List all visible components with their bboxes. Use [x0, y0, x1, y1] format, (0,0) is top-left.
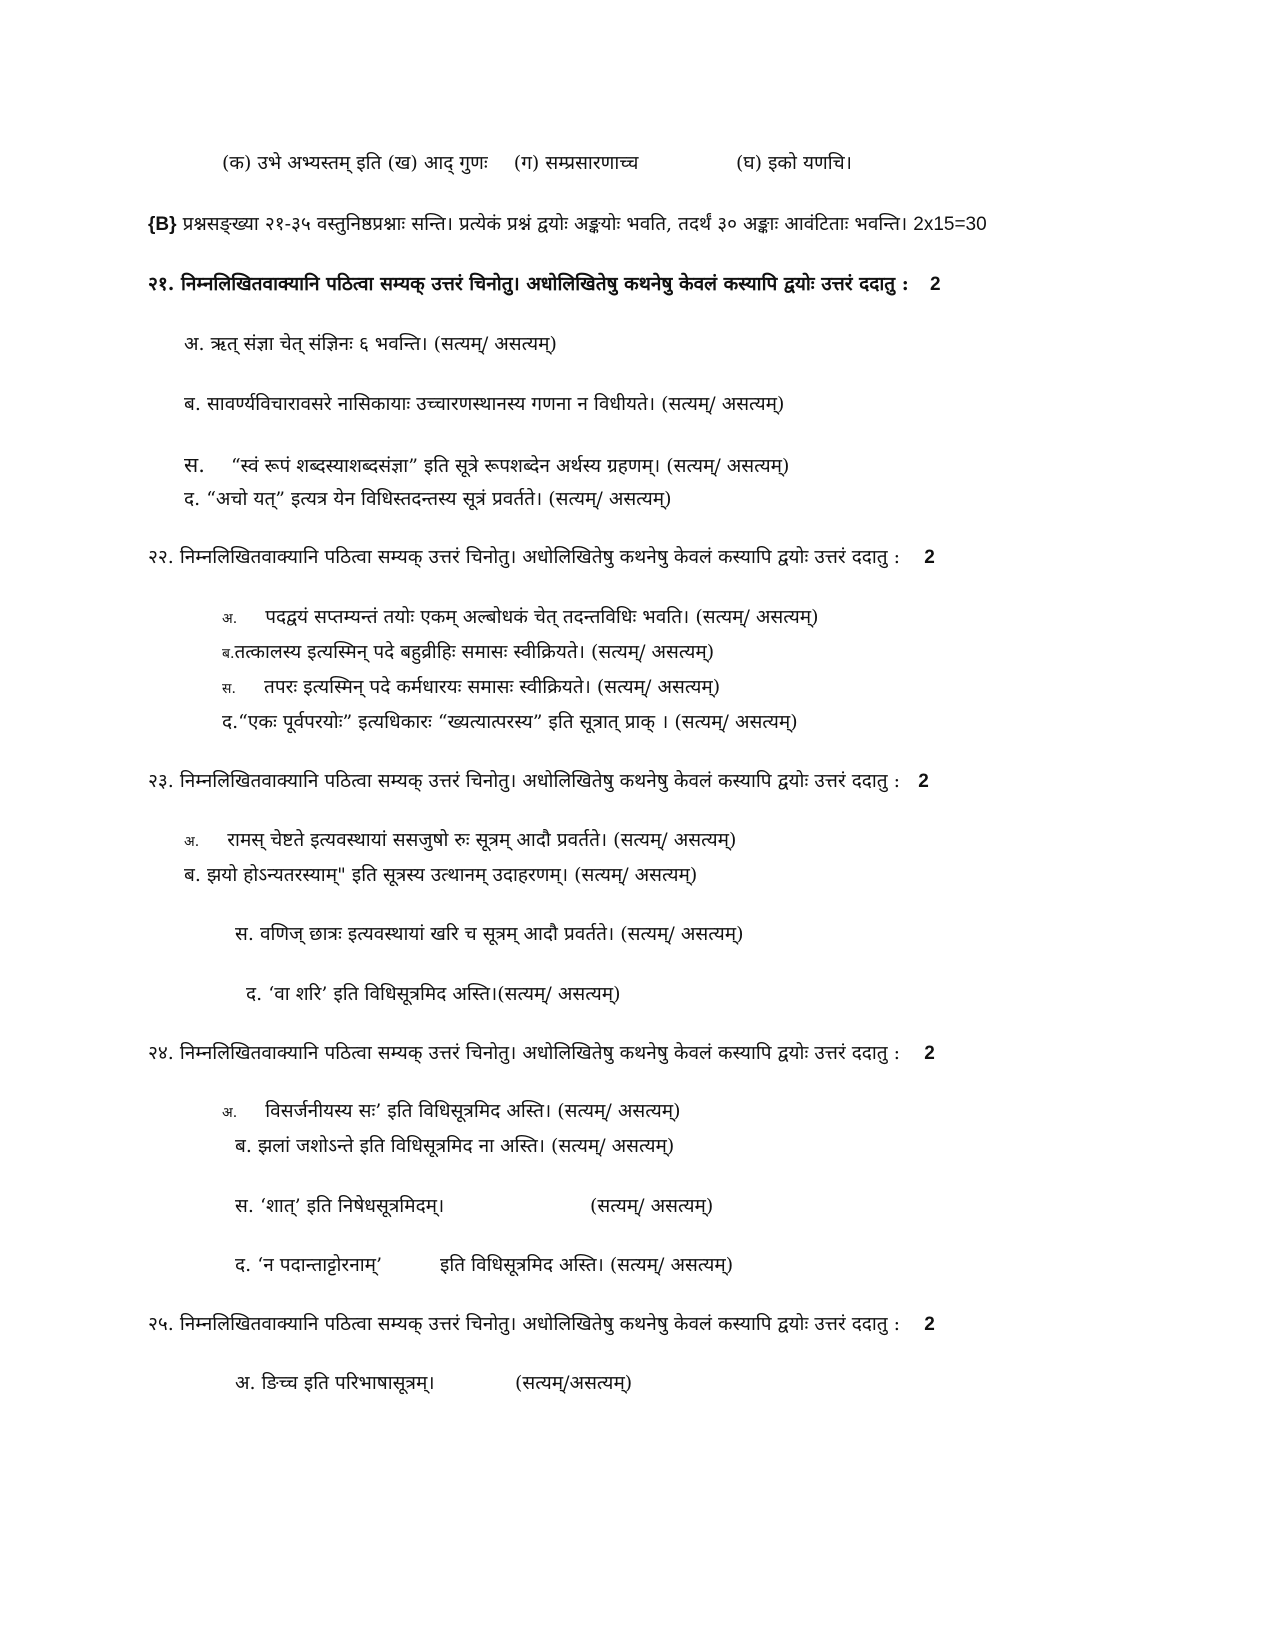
item-label: ब. — [184, 393, 201, 415]
question-text: निम्नलिखितवाक्यानि पठित्वा सम्यक् उत्तरं चिनोतु। अधोलिखितेषु कथनेषु केवलं कस्यापि द्वयोः उत्तरं ददातु : — [179, 770, 901, 792]
question-text: निम्नलिखितवाक्यानि पठित्वा सम्यक् उत्तरं चिनोतु। अधोलिखितेषु कथनेषु केवलं कस्यापि द्वयोः उत्तरं ददातु : — [181, 273, 909, 295]
item-answer: (सत्यम्/ असत्यम्) — [497, 983, 621, 1005]
item-answer: (सत्यम्/ असत्यम्) — [661, 393, 785, 415]
q21-item-a — [184, 333, 557, 356]
question-marks: 2 — [924, 547, 935, 568]
item-answer: (सत्यम्/ असत्यम्) — [548, 488, 672, 510]
item-answer: (सत्यम्/ असत्यम्) — [695, 606, 819, 628]
item-label: स. — [235, 1195, 254, 1217]
q21-item-d — [184, 488, 672, 511]
item-label: स. — [235, 923, 254, 945]
section-b-text: प्रश्नसङ्ख्या २१-३५ वस्तुनिष्ठप्रश्नाः सन्ति। प्रत्येकं प्रश्नं द्वयोः अङ्कयोः भवति, तदर्थं ३० अङ्काः आवंटिताः भवन्ति। — [182, 213, 908, 235]
item-text: पदद्वयं सप्तम्यन्तं तयोः एकम् अल्बोधकं चेत् तदन्तविधिः भवति। — [265, 606, 690, 628]
question-22 — [148, 546, 935, 570]
item-answer: (सत्यम्/ असत्यम्) — [666, 455, 790, 477]
question-text: निम्नलिखितवाक्यानि पठित्वा सम्यक् उत्तरं चिनोतु। अधोलिखितेषु कथनेषु केवलं कस्यापि द्वयोः उत्तरं ददातु : — [179, 1042, 901, 1064]
item-text: रामस् चेष्टते इत्यवस्थायां ससजुषो रुः सूत्रम् आदौ प्रवर्तते। — [227, 829, 608, 851]
item-label: स. — [222, 681, 236, 697]
question-number: २५. — [148, 1313, 174, 1335]
q22-item-a — [222, 606, 819, 629]
item-answer: (सत्यम्/ असत्यम्) — [433, 333, 557, 355]
question-24 — [148, 1042, 935, 1066]
q23-item-d — [246, 983, 621, 1006]
item-text: “अचो यत्” इत्यत्र येन विधिस्तदन्तस्य सूत्रं प्रवर्तते। — [206, 488, 543, 510]
item-text: ‘शात्’ इति निषेधसूत्रमिदम्। — [259, 1195, 445, 1217]
section-b-instruction — [148, 213, 987, 237]
question-marks: 2 — [930, 274, 941, 295]
q21-item-b — [184, 393, 784, 416]
top-options-line — [222, 152, 639, 175]
item-label: ब. — [184, 864, 201, 886]
item-text: तपरः इत्यस्मिन् पदे कर्मधारयः समासः स्वीक्रियते। — [264, 676, 591, 698]
q24-item-d — [235, 1254, 382, 1277]
q22-item-c — [222, 676, 720, 699]
item-text: विसर्जनीयस्य सः’ इति विधिसूत्रमिद अस्ति। — [265, 1100, 552, 1122]
question-25 — [148, 1313, 935, 1337]
question-23 — [148, 770, 929, 794]
item-label: अ. — [222, 611, 238, 627]
item-label: अ. — [235, 1372, 256, 1394]
item-label: ब. — [235, 1135, 252, 1157]
item-label: द. — [184, 488, 201, 510]
item-text: सावर्ण्यविचारावसरे नासिकायाः उच्चारणस्थानस्य गणना न विधीयते। — [206, 393, 656, 415]
question-text: निम्नलिखितवाक्यानि पठित्वा सम्यक् उत्तरं चिनोतु। अधोलिखितेषु कथनेषु केवलं कस्यापि द्वयोः उत्तरं ददातु : — [179, 1313, 901, 1335]
option-ka: (क) उभे अभ्यस्तम् इति — [222, 152, 382, 174]
item-text: झयो होऽन्यतरस्याम्" इति सूत्रस्य उत्थानम् उदाहरणम्। — [206, 864, 569, 886]
question-marks: 2 — [918, 771, 929, 792]
item-answer: (सत्यम्/ असत्यम्) — [609, 1254, 734, 1276]
item-text-2: इति विधिसूत्रमिद अस्ति। — [440, 1254, 604, 1276]
section-b-marks: 2x15=30 — [913, 214, 987, 235]
item-text: ‘वा शरि’ इति विधिसूत्रमिद अस्ति। — [268, 983, 498, 1005]
item-text: “एकः पूर्वपरयोः” इत्यधिकारः “ख्यत्यात्परस्य” इति सूत्रात् प्राक् । — [238, 711, 669, 733]
item-label: ब. — [222, 646, 235, 662]
item-label: अ. — [184, 834, 200, 850]
question-number: २३. — [148, 770, 174, 792]
question-marks: 2 — [924, 1043, 935, 1064]
q24-item-c-answer: (सत्यम्/ असत्यम्) — [590, 1195, 714, 1217]
item-label: द. — [222, 711, 239, 733]
q24-item-a — [222, 1100, 681, 1123]
q23-item-a — [184, 829, 736, 852]
item-text: वणिज् छात्रः इत्यवस्थायां खरि च सूत्रम् आदौ प्रवर्तते। — [259, 923, 615, 945]
q23-item-b — [184, 864, 697, 887]
q21-item-c — [184, 453, 789, 478]
q22-item-b — [222, 641, 714, 664]
question-number: २१. — [148, 273, 175, 295]
item-answer: (सत्यम्/ असत्यम्) — [574, 864, 698, 886]
option-kha: (ख) आद् गुणः — [387, 152, 488, 174]
option-ga: (ग) सम्प्रसारणाच्च — [513, 152, 639, 174]
item-text: ङिच्च इति परिभाषासूत्रम्। — [261, 1372, 435, 1394]
item-answer: (सत्यम्/ असत्यम्) — [596, 676, 721, 698]
item-answer: (सत्यम्/ असत्यम्) — [557, 1100, 681, 1122]
item-text: तत्कालस्य इत्यस्मिन् पदे बहुव्रीहिः समासः स्वीक्रियते। — [234, 641, 585, 663]
q24-item-d-rest — [440, 1254, 733, 1277]
question-21 — [148, 273, 941, 297]
q22-item-d — [222, 711, 798, 734]
section-b-tag: {B} — [148, 214, 177, 235]
item-answer: (सत्यम्/ असत्यम्) — [590, 641, 715, 663]
item-answer: (सत्यम्/ असत्यम्) — [613, 829, 737, 851]
option-gha: (घ) इको यणचि। — [736, 152, 852, 174]
item-label: अ. — [222, 1105, 238, 1121]
item-label: द. — [246, 983, 263, 1005]
item-answer: (सत्यम्/ असत्यम्) — [551, 1135, 675, 1157]
item-text: ‘न पदान्ताट्टोरनाम्’ — [257, 1254, 383, 1276]
q24-item-c — [235, 1195, 444, 1218]
item-label: द. — [235, 1254, 252, 1276]
item-answer: (सत्यम्/ असत्यम्) — [674, 711, 798, 733]
question-number: २४. — [148, 1042, 174, 1064]
q25-item-a — [235, 1372, 435, 1395]
q24-item-b — [235, 1135, 674, 1158]
item-text: झलां जशोऽन्ते इति विधिसूत्रमिद ना अस्ति। — [257, 1135, 545, 1157]
item-text: ऋत् संज्ञा चेत् संज्ञिनः ६ भवन्ति। — [210, 333, 428, 355]
q23-item-c — [235, 923, 744, 946]
item-label: अ. — [184, 333, 205, 355]
item-answer: (सत्यम्/ असत्यम्) — [620, 923, 744, 945]
q25-item-a-answer: (सत्यम्/असत्यम्) — [515, 1372, 633, 1394]
question-text: निम्नलिखितवाक्यानि पठित्वा सम्यक् उत्तरं चिनोतु। अधोलिखितेषु कथनेषु केवलं कस्यापि द्वयोः उत्तरं ददातु : — [179, 546, 901, 568]
question-number: २२. — [148, 546, 174, 568]
question-marks: 2 — [924, 1314, 935, 1335]
item-text: “स्वं रूपं शब्दस्याशब्दसंज्ञा” इति सूत्रे रूपशब्देन अर्थस्य ग्रहणम्। — [230, 455, 661, 477]
item-label: स. — [184, 453, 205, 477]
